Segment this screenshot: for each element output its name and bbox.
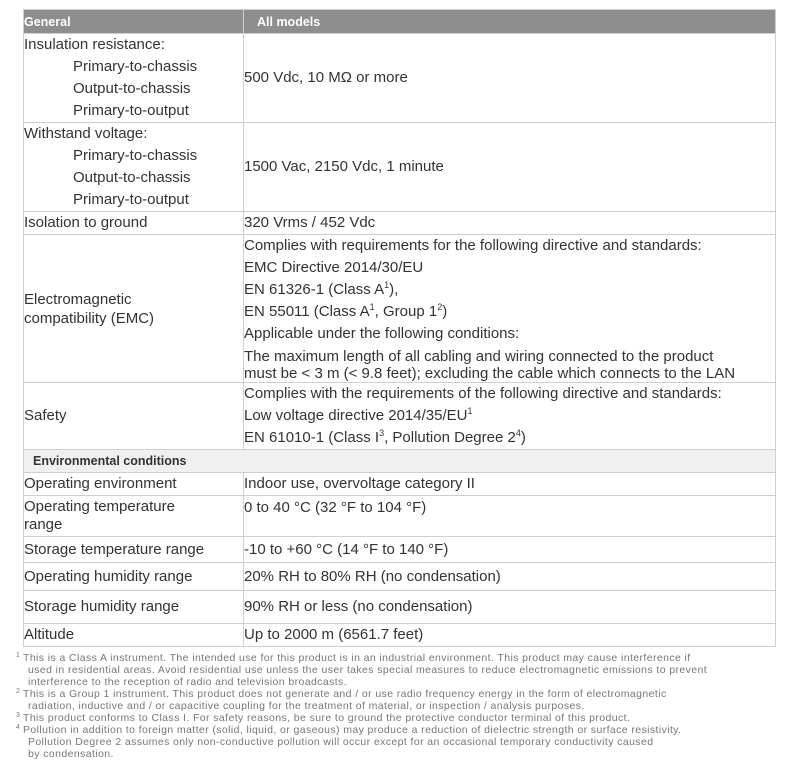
emc-value-cell <box>244 235 776 383</box>
isolation-label: Isolation to ground <box>24 212 244 235</box>
env-value: 90% RH or less (no condensation) <box>244 591 776 624</box>
emc-line-3: EN 61326-1 (Class $A^1$), <box>244 280 399 298</box>
env-label: Storage temperature range <box>24 537 244 563</box>
emc-label-cell <box>24 235 244 383</box>
spec-table <box>23 9 776 647</box>
emc-line-2: EMC Directive 2014/30/EU <box>244 259 424 276</box>
emc-line-4: EN 55011 (Class $A^1$, Group $1^2$) <box>244 302 448 320</box>
insulation-sub-3: Primary-to-output <box>73 102 189 119</box>
footnote: 4 Pollution in addition to foreign matter (solid, liquid, or gaseous) may produce a reduction of dielectric strength or surface resistivity. Pollution Degree 2 assumes only non-conductive pollution will occur except for an occasional temporary conductivity caused by condensation. <box>16 724 682 760</box>
insulation-value: 500 Vdc, 10 MΩ or more <box>244 34 776 123</box>
withstand-value: 1500 Vac, 2150 Vdc, 1 minute <box>244 123 776 212</box>
insulation-label: Insulation resistance: <box>24 36 165 53</box>
section-row <box>24 450 776 473</box>
withstand-sub-1: Primary-to-chassis <box>73 147 198 164</box>
emc-line-1: Complies with requirements for the following directive and standards: <box>244 237 702 254</box>
env-value: -10 to +60 °C (14 °F to 140 °F) <box>244 537 776 563</box>
table-row <box>24 34 776 123</box>
emc-label-2: compatibility (EMC) <box>24 309 155 327</box>
emc-label-1: Electromagnetic <box>24 290 132 308</box>
emc-line-5: Applicable under the following conditions: <box>244 325 520 342</box>
footnote: 1 This is a Class A instrument. The intended use for this product is in an industrial environment. This product may cause interference if used in residential areas. Avoid residential use unless the user takes special measures to reduce electromagnetic emissions to prevent interference to the reception of radio and television broadcasts. <box>16 652 708 688</box>
table-row <box>24 123 776 212</box>
emc-line-7: must be < 3 m (< 9.8 feet); excluding the cable which connects to the LAN <box>244 365 736 382</box>
safety-label: Safety <box>24 383 244 450</box>
table-row <box>24 496 776 537</box>
insulation-label-cell <box>24 34 244 123</box>
insulation-sub-1: Primary-to-chassis <box>73 58 198 75</box>
footnote: 2 This is a Group 1 instrument. This product does not generate and / or use radio frequency energy in the form of electromagnetic radiation, inductive and / or capacitive coupling for the treatment of material, or inspection / analysis purposes. <box>16 688 667 712</box>
table-row <box>24 591 776 624</box>
table-row <box>24 212 776 235</box>
table-header-row <box>24 10 776 34</box>
footnote: 3 This product conforms to Class I. For safety reasons, be sure to ground the protective conductor terminal of this product. <box>16 712 631 724</box>
safety-line-1: Complies with the requirements of the following directive and standards: <box>244 385 722 402</box>
header-general: General <box>24 10 244 34</box>
table-row <box>24 473 776 496</box>
table-row <box>24 624 776 647</box>
env-label: Altitude <box>24 624 244 647</box>
env-value: Indoor use, overvoltage category II <box>244 473 776 496</box>
withstand-sub-3: Primary-to-output <box>73 191 189 208</box>
env-label: Operating temperature range <box>24 496 244 537</box>
table-row <box>24 235 776 383</box>
safety-value-cell <box>244 383 776 450</box>
table-row <box>24 563 776 591</box>
isolation-value: 320 Vrms / 452 Vdc <box>244 212 776 235</box>
emc-line-6: The maximum length of all cabling and wiring connected to the product <box>244 348 714 365</box>
table-row <box>24 537 776 563</box>
environmental-heading: Environmental conditions <box>24 450 776 473</box>
safety-line-3: EN 61010-1 (Class $I^3$, Pollution Degree $2^4$) <box>244 428 526 446</box>
withstand-label: Withstand voltage: <box>24 125 148 142</box>
env-value: 0 to 40 °C (32 °F to 104 °F) <box>244 496 776 537</box>
env-label: Operating humidity range <box>24 563 244 591</box>
withstand-sub-2: Output-to-chassis <box>73 169 191 186</box>
insulation-sub-2: Output-to-chassis <box>73 80 191 97</box>
env-value: Up to 2000 m (6561.7 feet) <box>244 624 776 647</box>
env-label: Operating environment <box>24 473 244 496</box>
withstand-label-cell <box>24 123 244 212</box>
safety-line-2: Low voltage directive $2014/35/EU^1$ <box>244 406 473 424</box>
table-row <box>24 383 776 450</box>
env-label: Storage humidity range <box>24 591 244 624</box>
footnotes <box>16 652 782 760</box>
env-value: 20% RH to 80% RH (no condensation) <box>244 563 776 591</box>
header-all-models: All models <box>244 10 776 34</box>
